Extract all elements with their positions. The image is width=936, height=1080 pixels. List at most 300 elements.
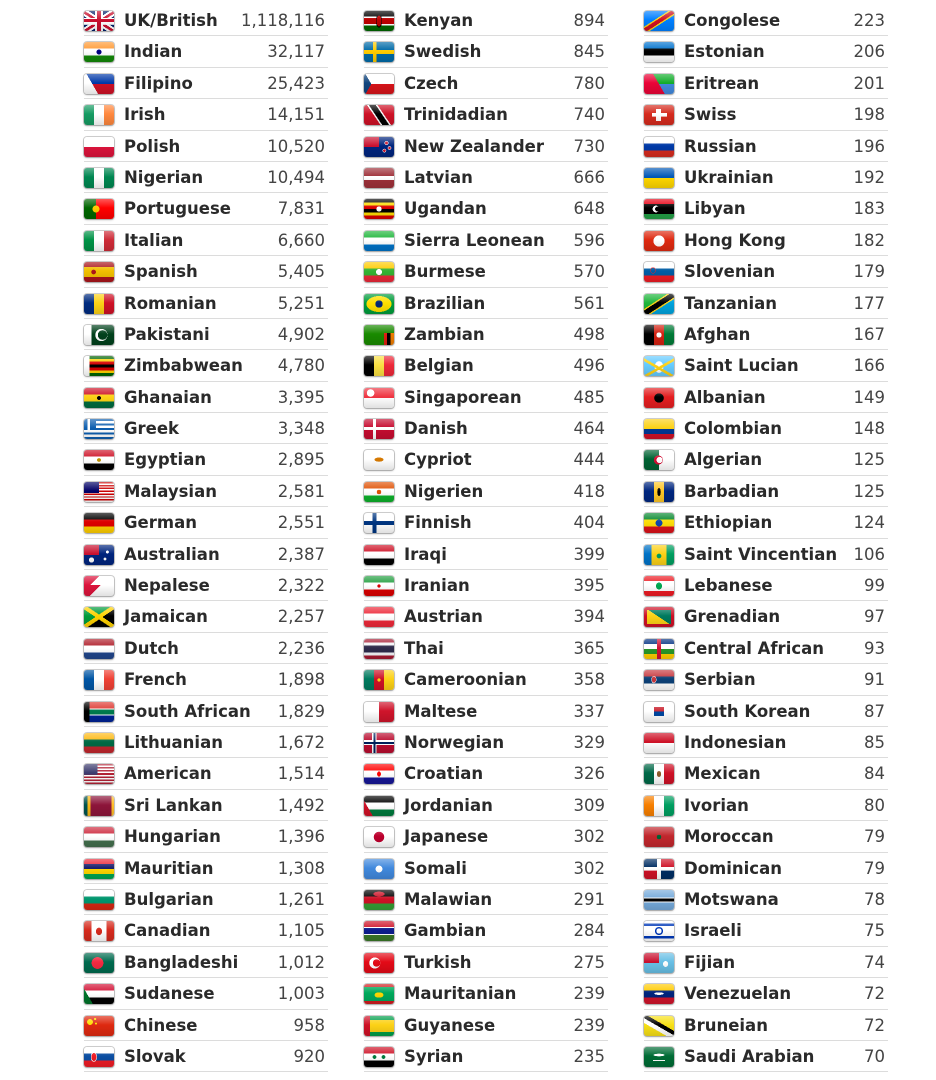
cyprus-flag-icon bbox=[364, 450, 394, 470]
grenada-flag-icon bbox=[644, 607, 674, 627]
table-row bbox=[364, 382, 608, 413]
table-row bbox=[644, 727, 888, 758]
nationality-name: Bangladeshi bbox=[124, 952, 239, 972]
nationality-count: 1,396 bbox=[277, 827, 325, 847]
table-row bbox=[644, 225, 888, 256]
table-row bbox=[364, 5, 608, 36]
table-row bbox=[84, 476, 328, 507]
nationality-count: 10,494 bbox=[267, 167, 325, 187]
syria-flag-icon bbox=[364, 1047, 394, 1067]
hungary-flag-icon bbox=[84, 827, 114, 847]
nationality-count: 740 bbox=[573, 105, 605, 125]
botswana-flag-icon bbox=[644, 890, 674, 910]
nationality-name: Indonesian bbox=[684, 732, 787, 752]
table-row bbox=[364, 193, 608, 224]
table-row bbox=[364, 947, 608, 978]
nationality-name: Tanzanian bbox=[684, 293, 778, 313]
table-row bbox=[84, 99, 328, 130]
zambia-flag-icon bbox=[364, 325, 394, 345]
portugal-flag-icon bbox=[84, 199, 114, 219]
ivory-coast-flag-icon bbox=[644, 796, 674, 816]
nationality-name: Ugandan bbox=[404, 199, 487, 219]
nationality-count: 395 bbox=[573, 576, 605, 596]
nationality-count: 106 bbox=[853, 544, 885, 564]
zimbabwe-flag-icon bbox=[84, 356, 114, 376]
nationality-name: Albanian bbox=[684, 387, 766, 407]
nationality-count: 302 bbox=[573, 858, 605, 878]
bangladesh-flag-icon bbox=[84, 953, 114, 973]
turkey-flag-icon bbox=[364, 953, 394, 973]
nationality-count: 7,831 bbox=[277, 199, 325, 219]
nationality-count: 1,514 bbox=[277, 764, 325, 784]
nationality-name: Italian bbox=[124, 230, 184, 250]
table-row bbox=[364, 256, 608, 287]
table-row bbox=[364, 350, 608, 381]
nationality-count: 239 bbox=[573, 1015, 605, 1035]
table-row bbox=[84, 5, 328, 36]
nationality-count: 404 bbox=[573, 513, 605, 533]
table-row bbox=[644, 1041, 888, 1072]
nationality-count: 2,236 bbox=[277, 638, 325, 658]
table-row bbox=[364, 664, 608, 695]
table-row bbox=[644, 1010, 888, 1041]
nationality-name: Brazilian bbox=[404, 293, 486, 313]
table-row bbox=[84, 947, 328, 978]
nationality-count: 561 bbox=[573, 293, 605, 313]
nationality-count: 1,105 bbox=[277, 921, 325, 941]
germany-flag-icon bbox=[84, 513, 114, 533]
nationality-name: Guyanese bbox=[404, 1015, 496, 1035]
nationality-name: Indian bbox=[124, 42, 183, 62]
nationality-count: 85 bbox=[864, 732, 885, 752]
table-row bbox=[364, 570, 608, 601]
nationality-name: Serbian bbox=[684, 670, 756, 690]
nationality-name: New Zealander bbox=[404, 136, 544, 156]
spain-flag-icon bbox=[84, 262, 114, 282]
nationality-name: Algerian bbox=[684, 450, 763, 470]
mauritius-flag-icon bbox=[84, 859, 114, 879]
nationality-count: 596 bbox=[573, 230, 605, 250]
nationality-count: 79 bbox=[864, 827, 885, 847]
nationality-name: Australian bbox=[124, 544, 220, 564]
south-africa-flag-icon bbox=[84, 702, 114, 722]
table-row bbox=[84, 256, 328, 287]
nationality-name: Swedish bbox=[404, 42, 482, 62]
nationality-count: 275 bbox=[573, 952, 605, 972]
table-row bbox=[84, 696, 328, 727]
bulgaria-flag-icon bbox=[84, 890, 114, 910]
nationality-count: 399 bbox=[573, 544, 605, 564]
nationality-name: Afghan bbox=[684, 324, 751, 344]
mexico-flag-icon bbox=[644, 764, 674, 784]
table-row bbox=[84, 288, 328, 319]
nationality-count: 394 bbox=[573, 607, 605, 627]
nationality-count: 1,261 bbox=[277, 889, 325, 909]
table-row bbox=[84, 758, 328, 789]
nationality-count: 79 bbox=[864, 858, 885, 878]
nationality-name: UK/British bbox=[124, 11, 218, 30]
estonia-flag-icon bbox=[644, 42, 674, 62]
nationality-name: Trinidadian bbox=[404, 105, 508, 125]
libya-flag-icon bbox=[644, 199, 674, 219]
table-row bbox=[84, 884, 328, 915]
nationality-count: 2,322 bbox=[277, 576, 325, 596]
nationality-count: 91 bbox=[864, 670, 885, 690]
nationality-name: Zimbabwean bbox=[124, 356, 243, 376]
table-row bbox=[644, 507, 888, 538]
nationality-name: Colombian bbox=[684, 419, 782, 439]
niger-flag-icon bbox=[364, 482, 394, 502]
nationality-count: 93 bbox=[864, 638, 885, 658]
table-row bbox=[364, 99, 608, 130]
uganda-flag-icon bbox=[364, 199, 394, 219]
nationality-name: Czech bbox=[404, 73, 459, 93]
nationality-count: 358 bbox=[573, 670, 605, 690]
japan-flag-icon bbox=[364, 827, 394, 847]
nationality-count: 496 bbox=[573, 356, 605, 376]
nationality-count: 149 bbox=[853, 387, 885, 407]
austria-flag-icon bbox=[364, 607, 394, 627]
india-flag-icon bbox=[84, 42, 114, 62]
nationality-count: 570 bbox=[573, 262, 605, 282]
nationality-count: 337 bbox=[573, 701, 605, 721]
nationality-name: Nepalese bbox=[124, 576, 210, 596]
nationality-count: 444 bbox=[573, 450, 605, 470]
nationality-name: Kenyan bbox=[404, 11, 474, 30]
fiji-flag-icon bbox=[644, 953, 674, 973]
iran-flag-icon bbox=[364, 576, 394, 596]
gambia-flag-icon bbox=[364, 921, 394, 941]
table-row bbox=[644, 99, 888, 130]
nationality-count: 5,251 bbox=[277, 293, 325, 313]
nationality-name: Filipino bbox=[124, 73, 193, 93]
brazil-flag-icon bbox=[364, 294, 394, 314]
somalia-flag-icon bbox=[364, 859, 394, 879]
table-row bbox=[364, 507, 608, 538]
table-row bbox=[84, 915, 328, 946]
nationality-count: 1,012 bbox=[277, 952, 325, 972]
table-row bbox=[84, 350, 328, 381]
saint-lucia-flag-icon bbox=[644, 356, 674, 376]
malawi-flag-icon bbox=[364, 890, 394, 910]
table-row bbox=[84, 821, 328, 852]
table-row bbox=[364, 539, 608, 570]
nepal-flag-icon bbox=[84, 576, 114, 596]
nationality-name: Romanian bbox=[124, 293, 217, 313]
nationality-name: Singaporean bbox=[404, 387, 522, 407]
jamaica-flag-icon bbox=[84, 607, 114, 627]
sweden-flag-icon bbox=[364, 42, 394, 62]
table-row bbox=[84, 193, 328, 224]
nationality-name: French bbox=[124, 670, 187, 690]
table-row bbox=[364, 853, 608, 884]
table-row bbox=[84, 853, 328, 884]
nationality-name: Croatian bbox=[404, 764, 484, 784]
table-row bbox=[84, 978, 328, 1009]
nationality-name: Venezuelan bbox=[684, 984, 792, 1004]
nationality-count: 309 bbox=[573, 795, 605, 815]
nationality-count: 72 bbox=[864, 984, 885, 1004]
saudi-arabia-flag-icon bbox=[644, 1047, 674, 1067]
nationality-name: Fijian bbox=[684, 952, 736, 972]
saint-vincent-flag-icon bbox=[644, 545, 674, 565]
morocco-flag-icon bbox=[644, 827, 674, 847]
table-row bbox=[644, 570, 888, 601]
nationality-name: Dominican bbox=[684, 858, 782, 878]
croatia-flag-icon bbox=[364, 764, 394, 784]
nationality-count: 1,672 bbox=[277, 732, 325, 752]
trinidad-flag-icon bbox=[364, 105, 394, 125]
table-row bbox=[644, 382, 888, 413]
nationality-name: Somali bbox=[404, 858, 467, 878]
nationality-name: Japanese bbox=[404, 827, 489, 847]
denmark-flag-icon bbox=[364, 419, 394, 439]
lithuania-flag-icon bbox=[84, 733, 114, 753]
nationality-count: 894 bbox=[573, 11, 605, 30]
nationality-count: 198 bbox=[853, 105, 885, 125]
ethiopia-flag-icon bbox=[644, 513, 674, 533]
nationality-name: Hong Kong bbox=[684, 230, 786, 250]
nationality-count: 2,257 bbox=[277, 607, 325, 627]
nationality-name: Egyptian bbox=[124, 450, 207, 470]
table-row bbox=[364, 131, 608, 162]
nationality-count: 97 bbox=[864, 607, 885, 627]
nationality-count: 845 bbox=[573, 42, 605, 62]
slovenia-flag-icon bbox=[644, 262, 674, 282]
nationality-name: Bruneian bbox=[684, 1015, 768, 1035]
nationality-count: 302 bbox=[573, 827, 605, 847]
uk-flag-icon bbox=[84, 11, 114, 31]
nationality-count: 70 bbox=[864, 1046, 885, 1066]
nationality-name: Mauritian bbox=[124, 858, 214, 878]
table-row bbox=[364, 319, 608, 350]
nationality-count: 418 bbox=[573, 481, 605, 501]
romania-flag-icon bbox=[84, 294, 114, 314]
nationality-name: Spanish bbox=[124, 262, 198, 282]
nationality-name: Polish bbox=[124, 136, 181, 156]
nationality-name: Chinese bbox=[124, 1015, 198, 1035]
nationality-name: Slovak bbox=[124, 1046, 186, 1066]
slovakia-flag-icon bbox=[84, 1047, 114, 1067]
nationality-name: Bulgarian bbox=[124, 889, 214, 909]
column-3 bbox=[644, 5, 888, 1072]
algeria-flag-icon bbox=[644, 450, 674, 470]
nationality-name: Israeli bbox=[684, 921, 742, 941]
nationality-name: Norwegian bbox=[404, 732, 505, 752]
nationality-name: German bbox=[124, 513, 197, 533]
barbados-flag-icon bbox=[644, 482, 674, 502]
table-row bbox=[644, 790, 888, 821]
nationality-name: Zambian bbox=[404, 324, 485, 344]
nationality-count: 182 bbox=[853, 230, 885, 250]
table-row bbox=[84, 319, 328, 350]
nationality-count: 87 bbox=[864, 701, 885, 721]
nationality-name: Libyan bbox=[684, 199, 746, 219]
nationality-count: 6,660 bbox=[277, 230, 325, 250]
nationality-name: Ivorian bbox=[684, 795, 749, 815]
nationality-name: Nigerian bbox=[124, 167, 204, 187]
table-row bbox=[84, 36, 328, 67]
nationality-name: Sudanese bbox=[124, 984, 215, 1004]
table-row bbox=[84, 162, 328, 193]
nationality-count: 1,829 bbox=[277, 701, 325, 721]
nationality-name: Greek bbox=[124, 419, 180, 439]
table-row bbox=[644, 696, 888, 727]
nationality-count: 2,581 bbox=[277, 481, 325, 501]
nationality-count: 4,902 bbox=[277, 324, 325, 344]
lebanon-flag-icon bbox=[644, 576, 674, 596]
nationality-name: Irish bbox=[124, 105, 166, 125]
table-row bbox=[644, 947, 888, 978]
central-african-flag-icon bbox=[644, 639, 674, 659]
nationality-name: Russian bbox=[684, 136, 757, 156]
table-row bbox=[644, 131, 888, 162]
israel-flag-icon bbox=[644, 921, 674, 941]
table-row bbox=[364, 696, 608, 727]
nationality-name: Cypriot bbox=[404, 450, 472, 470]
belgium-flag-icon bbox=[364, 356, 394, 376]
nationality-name: Motswana bbox=[684, 889, 779, 909]
france-flag-icon bbox=[84, 670, 114, 690]
table-row bbox=[644, 350, 888, 381]
nationality-name: Mauritanian bbox=[404, 984, 517, 1004]
table-row bbox=[84, 1041, 328, 1072]
table-row bbox=[644, 978, 888, 1009]
netherlands-flag-icon bbox=[84, 639, 114, 659]
nationality-count: 125 bbox=[853, 450, 885, 470]
table-row bbox=[644, 256, 888, 287]
table-row bbox=[644, 5, 888, 36]
malta-flag-icon bbox=[364, 702, 394, 722]
table-row bbox=[84, 131, 328, 162]
table-row bbox=[644, 288, 888, 319]
table-row bbox=[84, 570, 328, 601]
italy-flag-icon bbox=[84, 231, 114, 251]
nationality-name: Lithuanian bbox=[124, 732, 223, 752]
nationality-name: Mexican bbox=[684, 764, 761, 784]
nationality-name: Malaysian bbox=[124, 481, 217, 501]
nationality-count: 464 bbox=[573, 419, 605, 439]
table-row bbox=[644, 68, 888, 99]
nationality-count: 1,003 bbox=[277, 984, 325, 1004]
nationality-count: 166 bbox=[853, 356, 885, 376]
nationality-count: 75 bbox=[864, 921, 885, 941]
nationality-name: South Korean bbox=[684, 701, 811, 721]
nationality-count: 291 bbox=[573, 889, 605, 909]
tanzania-flag-icon bbox=[644, 294, 674, 314]
nationality-count: 196 bbox=[853, 136, 885, 156]
china-flag-icon bbox=[84, 1016, 114, 1036]
table-row bbox=[364, 884, 608, 915]
nationality-name: Cameroonian bbox=[404, 670, 527, 690]
nationality-name: Lebanese bbox=[684, 576, 773, 596]
nationality-name: Barbadian bbox=[684, 481, 780, 501]
table-row bbox=[644, 476, 888, 507]
myanmar-flag-icon bbox=[364, 262, 394, 282]
kenya-flag-icon bbox=[364, 11, 394, 31]
switzerland-flag-icon bbox=[644, 105, 674, 125]
malaysia-flag-icon bbox=[84, 482, 114, 502]
nationality-name: Gambian bbox=[404, 921, 487, 941]
nationality-name: Saint Lucian bbox=[684, 356, 799, 376]
nationality-count: 74 bbox=[864, 952, 885, 972]
nationality-name: Latvian bbox=[404, 167, 473, 187]
table-row bbox=[364, 758, 608, 789]
table-row bbox=[84, 727, 328, 758]
finland-flag-icon bbox=[364, 513, 394, 533]
nationality-name: Saudi Arabian bbox=[684, 1046, 815, 1066]
nationality-count: 10,520 bbox=[267, 136, 325, 156]
nationality-count: 666 bbox=[573, 167, 605, 187]
mauritania-flag-icon bbox=[364, 984, 394, 1004]
brunei-flag-icon bbox=[644, 1016, 674, 1036]
nationality-name: Estonian bbox=[684, 42, 765, 62]
ukraine-flag-icon bbox=[644, 168, 674, 188]
table-row bbox=[364, 444, 608, 475]
nationality-count: 183 bbox=[853, 199, 885, 219]
nationality-name: Maltese bbox=[404, 701, 478, 721]
nationality-name: Jamaican bbox=[124, 607, 208, 627]
nationality-count: 2,551 bbox=[277, 513, 325, 533]
nationality-count: 223 bbox=[853, 11, 885, 30]
nationality-name: Austrian bbox=[404, 607, 483, 627]
nationality-count: 1,492 bbox=[277, 795, 325, 815]
table-row bbox=[644, 821, 888, 852]
nationality-count: 14,151 bbox=[267, 105, 325, 125]
russia-flag-icon bbox=[644, 137, 674, 157]
czech-flag-icon bbox=[364, 74, 394, 94]
eritrea-flag-icon bbox=[644, 74, 674, 94]
afghanistan-flag-icon bbox=[644, 325, 674, 345]
table-row bbox=[644, 162, 888, 193]
venezuela-flag-icon bbox=[644, 984, 674, 1004]
nationality-count: 498 bbox=[573, 324, 605, 344]
nationality-count: 235 bbox=[573, 1046, 605, 1066]
nationality-count: 284 bbox=[573, 921, 605, 941]
table-row bbox=[364, 790, 608, 821]
canada-flag-icon bbox=[84, 921, 114, 941]
egypt-flag-icon bbox=[84, 450, 114, 470]
table-row bbox=[364, 601, 608, 632]
nationality-name: Thai bbox=[404, 638, 444, 658]
ghana-flag-icon bbox=[84, 388, 114, 408]
nationality-count: 4,780 bbox=[277, 356, 325, 376]
ireland-flag-icon bbox=[84, 105, 114, 125]
nationality-count: 148 bbox=[853, 419, 885, 439]
dominican-flag-icon bbox=[644, 859, 674, 879]
sudan-flag-icon bbox=[84, 984, 114, 1004]
pakistan-flag-icon bbox=[84, 325, 114, 345]
nationality-name: Moroccan bbox=[684, 827, 774, 847]
column-2 bbox=[364, 5, 608, 1072]
latvia-flag-icon bbox=[364, 168, 394, 188]
table-row bbox=[364, 727, 608, 758]
nationality-name: Swiss bbox=[684, 105, 737, 125]
nationality-name: Pakistani bbox=[124, 324, 210, 344]
nationality-count: 329 bbox=[573, 732, 605, 752]
nationality-count: 72 bbox=[864, 1015, 885, 1035]
nationality-count: 80 bbox=[864, 795, 885, 815]
nationality-count: 78 bbox=[864, 889, 885, 909]
congo-flag-icon bbox=[644, 11, 674, 31]
table-row bbox=[644, 193, 888, 224]
column-1 bbox=[84, 5, 328, 1072]
singapore-flag-icon bbox=[364, 388, 394, 408]
nationality-count: 485 bbox=[573, 387, 605, 407]
nationality-count: 648 bbox=[573, 199, 605, 219]
table-row bbox=[364, 162, 608, 193]
nationality-name: Eritrean bbox=[684, 73, 760, 93]
